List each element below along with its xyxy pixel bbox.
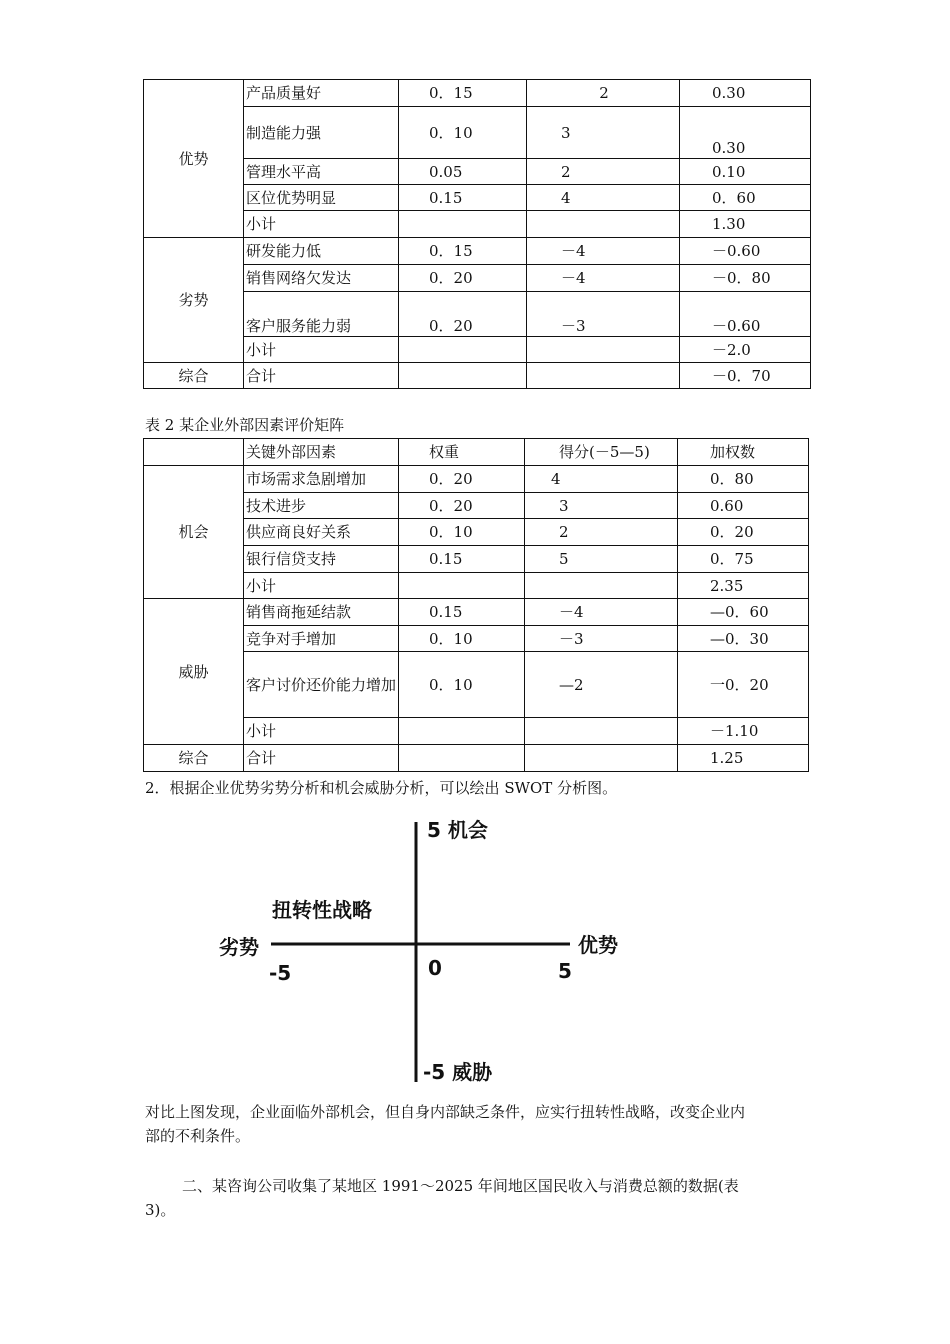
- weight-cell: 0．20: [399, 292, 527, 337]
- conclusion-line-2: 部的不利条件。: [145, 1127, 251, 1145]
- weighted-cell: －2.0: [680, 337, 811, 363]
- factor-cell: 银行信贷支持: [244, 546, 399, 573]
- factor-cell: 产品质量好: [244, 80, 399, 107]
- group-label: 机会: [144, 466, 244, 599]
- factor-cell: 区位优势明显: [244, 185, 399, 211]
- group-label: 威胁: [144, 599, 244, 745]
- factor-cell: 合计: [244, 363, 399, 389]
- score-cell: 4: [525, 466, 678, 493]
- weight-cell: 0.15: [399, 185, 527, 211]
- factor-cell: 供应商良好关系: [244, 519, 399, 546]
- factor-cell: 小计: [244, 573, 399, 599]
- table-row: [144, 626, 809, 652]
- table-row: [144, 652, 809, 718]
- weighted-cell: 0.10: [680, 159, 811, 185]
- subtotal-row: [144, 211, 811, 238]
- weighted-cell: －0.60: [680, 238, 811, 265]
- x-min-label: -5: [269, 961, 292, 985]
- subtotal-row: [144, 573, 809, 599]
- external-factor-table: [143, 438, 809, 772]
- score-cell: －4: [527, 238, 680, 265]
- weighted-cell: —0．60: [678, 599, 809, 626]
- bottom-axis-label: -5 威胁: [423, 1060, 493, 1084]
- header-weight: 权重: [399, 439, 525, 466]
- internal-factor-table: [143, 79, 811, 389]
- weight-cell: 0．20: [399, 265, 527, 292]
- weighted-cell: －0.60: [680, 292, 811, 337]
- score-cell: －3: [525, 626, 678, 652]
- factor-cell: 技术进步: [244, 493, 399, 519]
- score-cell: 2: [527, 80, 680, 107]
- header-weighted: 加权数: [678, 439, 809, 466]
- weight-cell: 0.15: [399, 546, 525, 573]
- factor-cell: 小计: [244, 337, 399, 363]
- factor-cell: 客户服务能力弱: [244, 292, 399, 337]
- table-row: [144, 238, 811, 265]
- factor-cell: 销售网络欠发达: [244, 265, 399, 292]
- table-row: [144, 493, 809, 519]
- weighted-cell: 一0．20: [678, 652, 809, 718]
- score-cell: [527, 337, 680, 363]
- header-row: [144, 439, 809, 466]
- weight-cell: 0．15: [399, 238, 527, 265]
- weight-cell: 0．20: [399, 466, 525, 493]
- factor-cell: 研发能力低: [244, 238, 399, 265]
- weight-cell: 0．10: [399, 519, 525, 546]
- header-score: 得分(－5—5): [525, 439, 678, 466]
- subtotal-row: [144, 718, 809, 745]
- weighted-cell: 1.25: [678, 745, 809, 772]
- weighted-cell: 0.30: [680, 107, 811, 159]
- factor-cell: 管理水平高: [244, 159, 399, 185]
- weighted-cell: 0.60: [678, 493, 809, 519]
- factor-cell: 制造能力强: [244, 107, 399, 159]
- weight-cell: [399, 337, 527, 363]
- weighted-cell: 0．60: [680, 185, 811, 211]
- score-cell: －4: [527, 265, 680, 292]
- group-label: 劣势: [144, 238, 244, 363]
- top-axis-label: 5 机会: [427, 818, 488, 842]
- table-row: [144, 292, 811, 337]
- table-row: [144, 599, 809, 626]
- total-row: [144, 745, 809, 772]
- table-row: [144, 265, 811, 292]
- table-row: [144, 80, 811, 107]
- score-cell: 3: [525, 493, 678, 519]
- weighted-cell: —0．30: [678, 626, 809, 652]
- conclusion-line-1: 对比上图发现，企业面临外部机会，但自身内部缺乏条件，应实行扭转性战略，改变企业内: [145, 1103, 746, 1121]
- weighted-cell: －0．80: [680, 265, 811, 292]
- subtotal-row: [144, 337, 811, 363]
- total-label: 综合: [144, 363, 244, 389]
- section-two-line-1: 二、某咨询公司收集了某地区 1991～2025 年间地区国民收入与消费总额的数据(表: [182, 1177, 739, 1195]
- factor-cell: 小计: [244, 211, 399, 238]
- weighted-cell: 0．80: [678, 466, 809, 493]
- swot-intro-text: 2．根据企业优势劣势分析和机会威胁分析，可以绘出 SWOT 分析图。: [145, 779, 618, 797]
- factor-cell: 小计: [244, 718, 399, 745]
- weight-cell: [399, 573, 525, 599]
- score-cell: [525, 718, 678, 745]
- factor-cell: 竞争对手增加: [244, 626, 399, 652]
- weight-cell: [399, 718, 525, 745]
- weight-cell: 0．10: [399, 107, 527, 159]
- factor-cell: 销售商拖延结款: [244, 599, 399, 626]
- score-cell: 5: [525, 546, 678, 573]
- weighted-cell: －0．70: [680, 363, 811, 389]
- table-row: [144, 107, 811, 159]
- score-cell: —2: [525, 652, 678, 718]
- score-cell: －4: [525, 599, 678, 626]
- x-max-label: 5: [558, 959, 572, 983]
- total-label: 综合: [144, 745, 244, 772]
- group-label: 优势: [144, 80, 244, 238]
- table-row: [144, 466, 809, 493]
- score-cell: [527, 211, 680, 238]
- weight-cell: 0.05: [399, 159, 527, 185]
- weighted-cell: 2.35: [678, 573, 809, 599]
- score-cell: 4: [527, 185, 680, 211]
- right-axis-label: 优势: [578, 933, 618, 957]
- table-row: [144, 185, 811, 211]
- factor-cell: 市场需求急剧增加: [244, 466, 399, 493]
- origin-label: 0: [428, 956, 442, 980]
- score-cell: 3: [527, 107, 680, 159]
- weight-cell: 0．10: [399, 626, 525, 652]
- weighted-cell: 0．20: [678, 519, 809, 546]
- quadrant-label: 扭转性战略: [272, 898, 372, 922]
- factor-cell: 客户讨价还价能力增加: [244, 652, 399, 718]
- weight-cell: 0．10: [399, 652, 525, 718]
- weight-cell: 0．20: [399, 493, 525, 519]
- factor-cell: 合计: [244, 745, 399, 772]
- header-factor: 关键外部因素: [244, 439, 399, 466]
- table-row: [144, 519, 809, 546]
- weighted-cell: 0.30: [680, 80, 811, 107]
- score-cell: －3: [527, 292, 680, 337]
- left-axis-label: 劣势: [219, 935, 259, 959]
- weight-cell: [399, 211, 527, 238]
- total-row: [144, 363, 811, 389]
- score-cell: 2: [525, 519, 678, 546]
- weighted-cell: 1.30: [680, 211, 811, 238]
- weight-cell: 0．15: [399, 80, 527, 107]
- section-two-line-2: 3)。: [145, 1201, 176, 1219]
- weight-cell: 0.15: [399, 599, 525, 626]
- table-row: [144, 159, 811, 185]
- weighted-cell: －1.10: [678, 718, 809, 745]
- table-row: [144, 546, 809, 573]
- table2-caption: 表 2 某企业外部因素评价矩阵: [145, 416, 345, 434]
- score-cell: [525, 573, 678, 599]
- score-cell: 2: [527, 159, 680, 185]
- weighted-cell: 0．75: [678, 546, 809, 573]
